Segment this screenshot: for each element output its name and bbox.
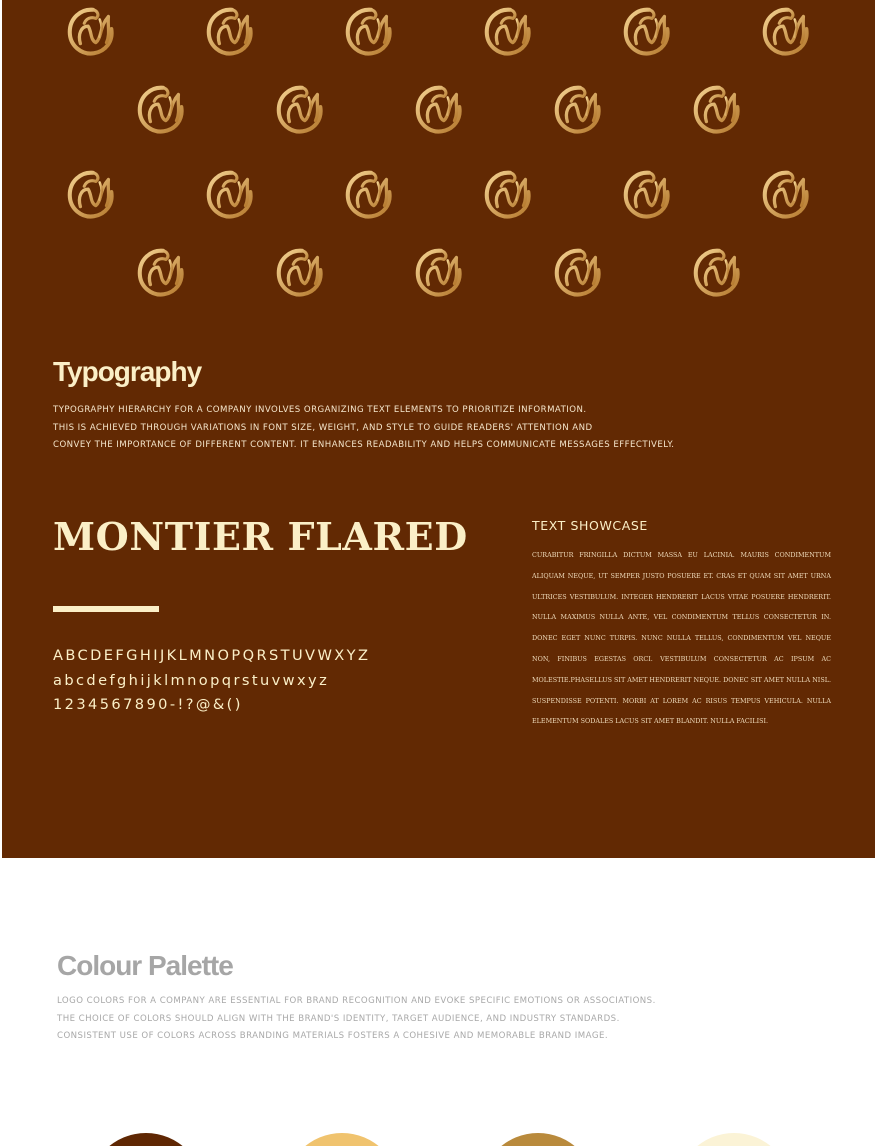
palette-description-line: CONSISTENT USE OF COLORS ACROSS BRANDING MATERIALS FOSTERS A COHESIVE AND MEMORABLE BRAND IMAGE. [57,1031,609,1042]
swan-crest-logo-icon [411,244,469,302]
palette-description-line: THE CHOICE OF COLORS SHOULD ALIGN WITH THE BRAND'S IDENTITY, TARGET AUDIENCE, AND INDUSTRY STANDARDS. [57,1013,620,1024]
swan-crest-logo-icon [341,166,399,224]
swan-crest-logo-icon [133,81,191,139]
swan-crest-logo-icon [272,244,330,302]
text-showcase-title: TEXT SHOWCASE [532,518,648,533]
swan-crest-logo-icon [63,166,121,224]
glyph-lowercase: abcdefghijklmnopqrstuvwxyz [53,671,330,689]
font-divider [53,606,159,612]
swan-crest-logo-icon [341,3,399,61]
typography-description-line: THIS IS ACHIEVED THROUGH VARIATIONS IN FONT SIZE, WEIGHT, AND STYLE TO GUIDE READERS' ATTENTION AND [53,422,593,433]
swan-crest-logo-icon [272,81,330,139]
colour-swatch [676,1133,792,1146]
swan-crest-logo-icon [480,166,538,224]
colour-palette-title: Colour Palette [57,950,233,981]
glyph-uppercase: ABCDEFGHIJKLMNOPQRSTUVWXYZ [53,647,371,664]
swan-crest-logo-icon [758,166,816,224]
typography-title: Typography [53,356,202,387]
colour-palette-description [57,993,817,1046]
text-showcase-body: CURABITUR FRINGILLA DICTUM MASSA EU LACINIA. MAURIS CONDIMENTUM ALIQUAM NEQUE, UT SEMPER JUSTO POSUERE ET. CRAS ET QUAM SIT AMET URNA ULTRICES VESTIBULUM. INTEGER HENDRERIT LACUS VITAE POSUERE HENDRERIT. NULLA MAXIMUS NULLA ANTE, VEL CONDIMENTUM TELLUS CONSECTETUR IN. DONEC EGET NUNC TURPIS. NUNC NULLA TELLUS, CONDIMENTUM VEL NEQUE NON, FINIBUS EGESTAS ORCI. VESTIBULUM CONSECTETUR AC IPSUM AC MOLESTIE.PHASELLUS SIT AMET HENDRERIT NEQUE. DONEC SIT AMET NULLA NISL. SUSPENDISSE POTENTI. MORBI AT LOREM AC RISUS TEMPUS VEHICULA. NULLA ELEMENTUM SODALES LACUS SIT AMET BLANDIT. NULLA FACILISI. [532,551,831,726]
swan-crest-logo-icon [689,81,747,139]
glyph-numbers-symbols: 1234567890-!?@&() [53,696,243,713]
glyph-set [53,644,370,718]
swan-crest-logo-icon [619,3,677,61]
swan-crest-logo-icon [550,244,608,302]
swan-crest-logo-icon [133,244,191,302]
swan-crest-logo-icon [619,166,677,224]
colour-swatch [480,1133,596,1146]
swan-crest-logo-icon [550,81,608,139]
font-name-heading: MONTIER FLARED [53,514,468,559]
swan-crest-logo-icon [202,166,260,224]
typography-description [53,402,813,455]
colour-swatch [88,1133,204,1146]
swan-crest-logo-icon [411,81,469,139]
palette-description-line: LOGO COLORS FOR A COMPANY ARE ESSENTIAL FOR BRAND RECOGNITION AND EVOKE SPECIFIC EMOTIONS OR ASSOCIATIONS. [57,996,656,1006]
swan-crest-logo-icon [202,3,260,61]
typography-section [2,0,875,858]
swan-crest-logo-icon [480,3,538,61]
typography-description-line: CONVEY THE IMPORTANCE OF DIFFERENT CONTENT. IT ENHANCES READABILITY AND HELPS COMMUNICATE MESSAGES EFFECTIVELY. [53,440,675,451]
typography-description-line: TYPOGRAPHY HIERARCHY FOR A COMPANY INVOLVES ORGANIZING TEXT ELEMENTS TO PRIORITIZE INFORMATION. [53,405,587,415]
swan-crest-logo-icon [689,244,747,302]
swan-crest-logo-icon [63,3,121,61]
colour-swatch [284,1133,400,1146]
swan-crest-logo-icon [758,3,816,61]
